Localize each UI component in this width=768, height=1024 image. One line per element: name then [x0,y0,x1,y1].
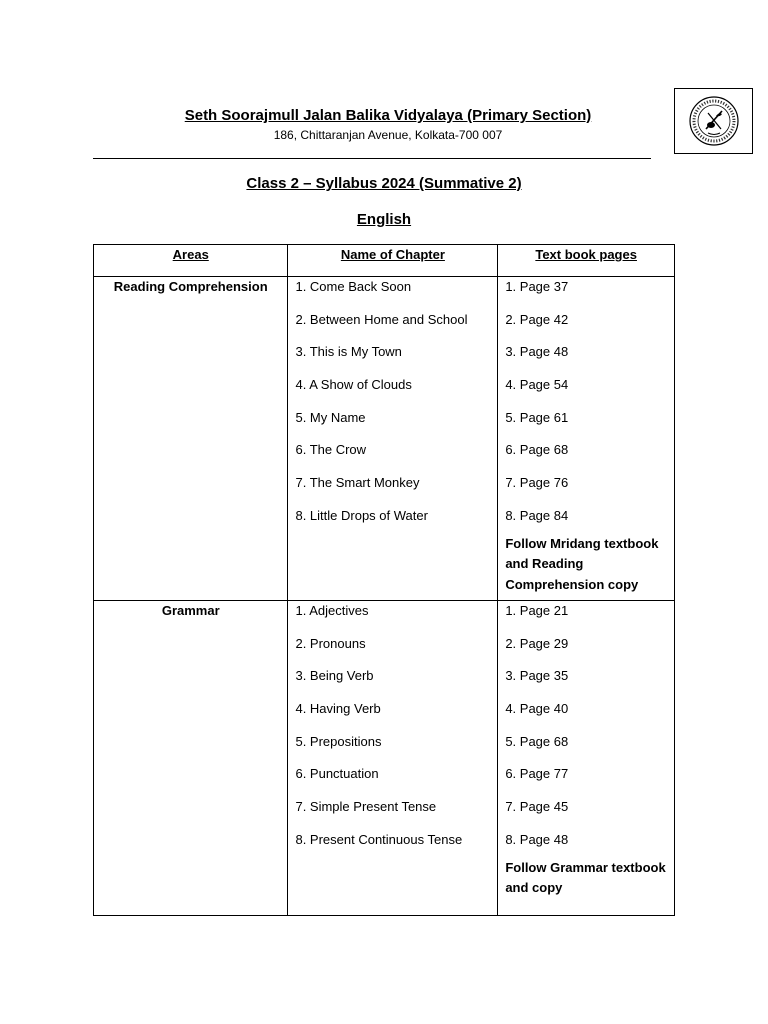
chapter-item: 2. Pronouns [295,635,366,651]
document-title: Class 2 – Syllabus 2024 (Summative 2) [246,175,522,192]
page-item: 8. Page 84 [505,507,569,523]
page-item: 4. Page 40 [505,701,569,717]
page-item: 8. Page 48 [505,831,569,847]
chapter-list [288,277,498,601]
subject-title: English [356,211,412,228]
page-item: 7. Page 76 [505,475,569,491]
page-list [498,601,675,916]
page-item: 3. Page 35 [505,668,569,684]
column-header-areas: Areas [94,245,288,277]
chapter-item: 3. This is My Town [295,344,402,360]
page-item: 6. Page 68 [505,442,569,458]
area-reading-comprehension: Reading Comprehension [94,277,288,601]
table-header-row [94,245,675,277]
column-header-pages: Text book pages [498,245,675,277]
syllabus-table [93,244,675,916]
page-item: 4. Page 54 [505,377,569,393]
chapter-item: 8. Little Drops of Water [295,507,428,523]
school-logo [674,88,753,154]
page-item: 5. Page 61 [505,409,569,425]
chapter-item: 1. Adjectives [295,603,369,618]
chapter-list [288,601,498,916]
header-divider [93,158,651,159]
page-item: 6. Page 77 [505,766,569,782]
area-grammar: Grammar [94,601,288,916]
page-item: 1. Page 21 [505,603,569,618]
reading-note: Follow Mridang textbook and Reading Comprehension copy [505,535,659,592]
page-item: 3. Page 48 [505,344,569,360]
chapter-item: 6. Punctuation [295,766,379,782]
chapter-item: 3. Being Verb [295,668,374,684]
chapter-item: 5. My Name [295,409,366,425]
chapter-item: 8. Present Continuous Tense [295,831,463,847]
grammar-note: Follow Grammar textbook and copy [505,859,666,895]
page-item: 7. Page 45 [505,799,569,815]
school-crest-icon [675,89,754,155]
chapter-item: 6. The Crow [295,442,367,458]
column-header-chapter: Name of Chapter [288,245,498,277]
table-row [94,601,675,916]
chapter-item: 7. Simple Present Tense [295,799,437,815]
chapter-item: 2. Between Home and School [295,311,468,327]
chapter-item: 4. A Show of Clouds [295,377,412,393]
chapter-item: 5. Prepositions [295,733,382,749]
chapter-item: 1. Come Back Soon [295,279,412,294]
school-address: 186, Chittaranjan Avenue, Kolkata-700 007 [273,128,503,142]
page-list [498,277,675,601]
page-item: 5. Page 68 [505,733,569,749]
page-item: 2. Page 29 [505,635,569,651]
table-row [94,277,675,601]
page-item: 2. Page 42 [505,311,569,327]
school-name: Seth Soorajmull Jalan Balika Vidyalaya (Primary Section) [184,107,592,124]
chapter-item: 7. The Smart Monkey [295,475,420,491]
page-item: 1. Page 37 [505,279,569,294]
chapter-item: 4. Having Verb [295,701,381,717]
